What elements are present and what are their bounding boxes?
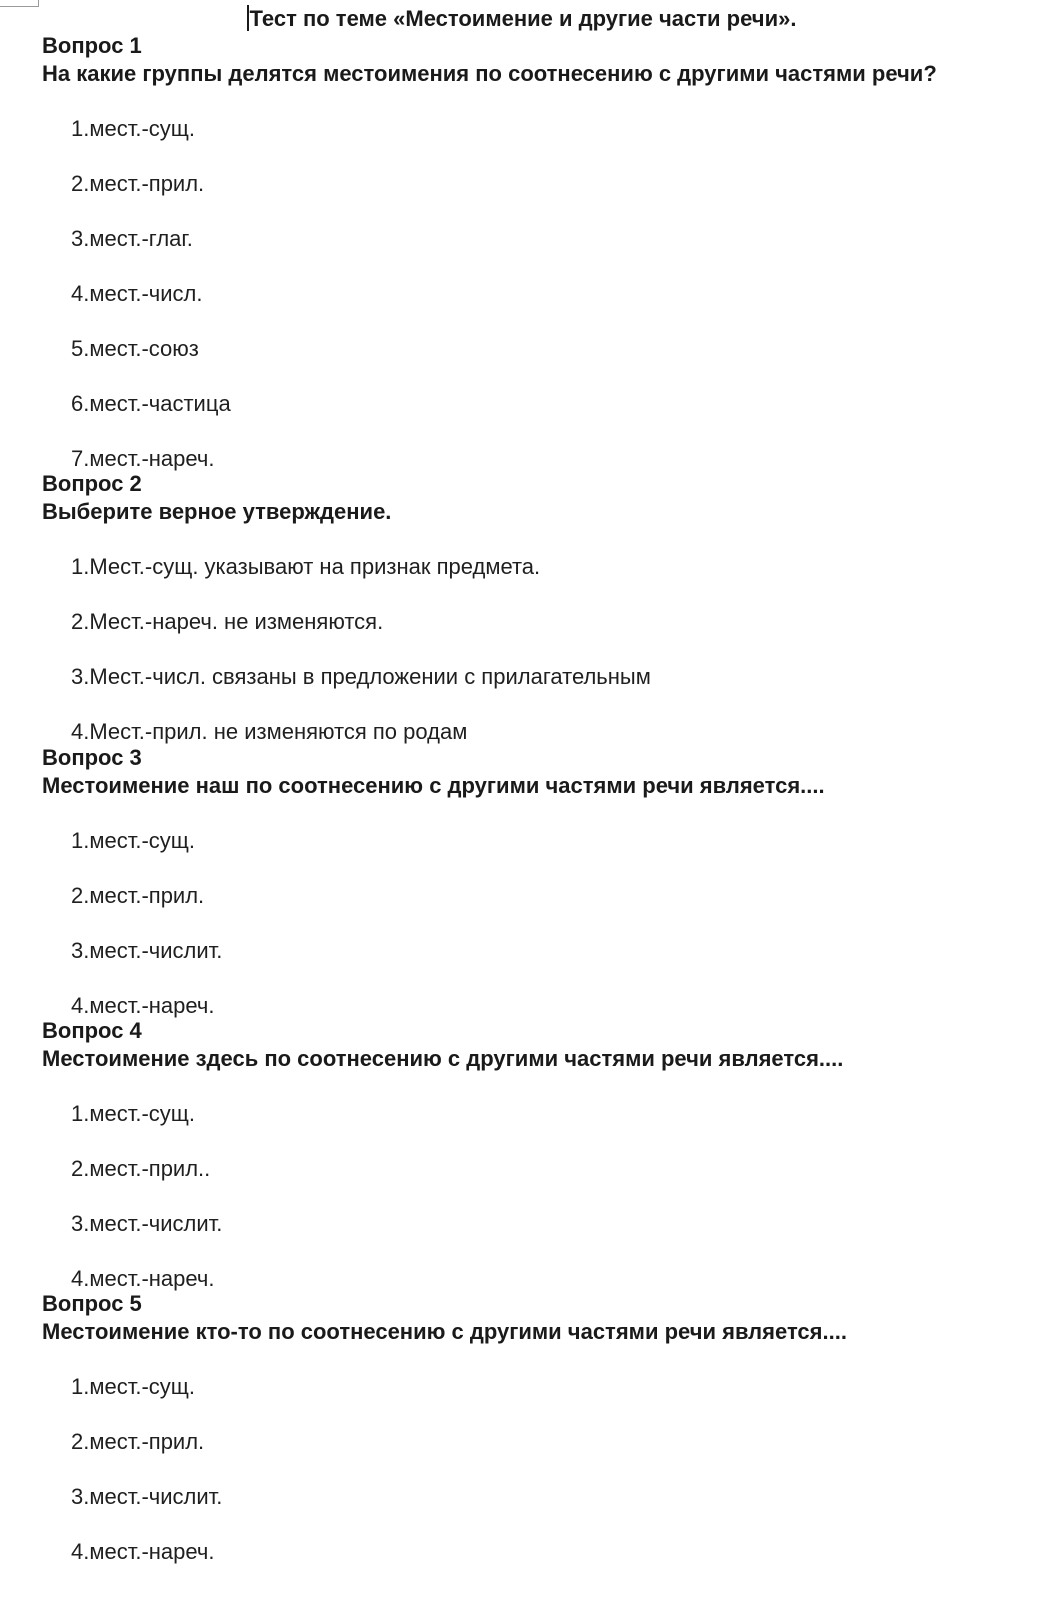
question-heading: Вопрос 1 <box>42 33 142 58</box>
answer-option: 5.мест.-союз <box>71 336 199 361</box>
question-4 <box>42 1017 1032 1293</box>
answer-option: 1.мест.-сущ. <box>71 828 195 853</box>
answer-option: 4.мест.-нареч. <box>71 1539 215 1564</box>
answer-options <box>42 1373 1032 1566</box>
answer-option: 4.мест.-нареч. <box>71 993 215 1018</box>
answer-options <box>42 115 1032 473</box>
answer-options <box>42 827 1032 1020</box>
question-heading: Вопрос 4 <box>42 1018 142 1043</box>
question-2 <box>42 470 1032 746</box>
answer-option: 7.мест.-нареч. <box>71 446 215 471</box>
answer-option: 1.мест.-сущ. <box>71 116 195 141</box>
answer-option: 3.мест.-числит. <box>71 1484 223 1509</box>
answer-option: 3.мест.-числит. <box>71 938 223 963</box>
answer-options <box>42 553 1032 746</box>
answer-option: 4.мест.-нареч. <box>71 1266 215 1291</box>
document-title: Тест по теме «Местоимение и другие части речи». <box>249 6 797 31</box>
question-heading: Вопрос 2 <box>42 471 142 496</box>
answer-options <box>42 1100 1032 1293</box>
answer-option: 6.мест.-частица <box>71 391 231 416</box>
question-text: Выберите верное утверждение. <box>42 499 392 524</box>
question-5 <box>42 1290 1032 1566</box>
answer-option: 2.мест.-прил. <box>71 883 205 908</box>
question-text: Местоимение наш по соотнесению с другими частями речи является.... <box>42 773 825 798</box>
question-text: Местоимение здесь по соотнесению с другими частями речи является.... <box>42 1046 844 1071</box>
answer-option: 3.Мест.-числ. связаны в предложении с прилагательным <box>71 664 651 689</box>
answer-option: 2.мест.-прил.. <box>71 1156 211 1181</box>
text-cursor <box>247 5 249 31</box>
question-text: Местоимение кто-то по соотнесению с другими частями речи является.... <box>42 1319 847 1344</box>
answer-option: 3.мест.-глаг. <box>71 226 193 251</box>
question-heading: Вопрос 3 <box>42 745 142 770</box>
answer-option: 1.Мест.-сущ. указывают на признак предмета. <box>71 554 541 579</box>
answer-option: 2.Мест.-нареч. не изменяются. <box>71 609 384 634</box>
question-1 <box>42 32 1032 473</box>
question-3 <box>42 744 1032 1020</box>
answer-option: 2.мест.-прил. <box>71 1429 205 1454</box>
question-heading: Вопрос 5 <box>42 1291 142 1316</box>
answer-option: 1.мест.-сущ. <box>71 1101 195 1126</box>
answer-option: 3.мест.-числит. <box>71 1211 223 1236</box>
answer-option: 2.мест.-прил. <box>71 171 205 196</box>
answer-option: 1.мест.-сущ. <box>71 1374 195 1399</box>
answer-option: 4.Мест.-прил. не изменяются по родам <box>71 719 468 744</box>
document-title-row <box>0 4 1043 34</box>
question-text: На какие группы делятся местоимения по соотнесению с другими частями речи? <box>42 61 937 86</box>
answer-option: 4.мест.-числ. <box>71 281 203 306</box>
